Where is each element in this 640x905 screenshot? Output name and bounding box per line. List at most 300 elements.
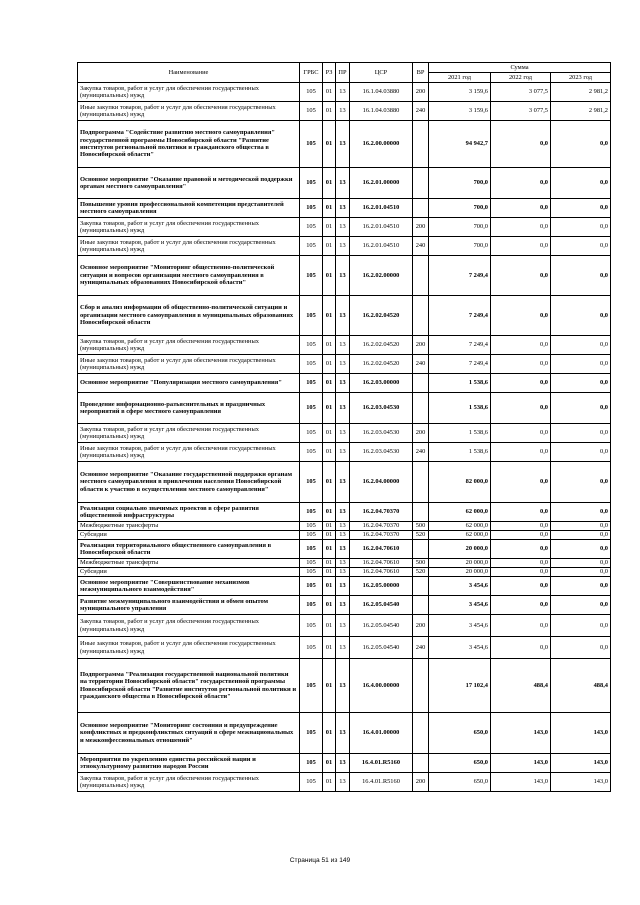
cell-pr: 13	[336, 503, 350, 522]
cell-pr: 13	[336, 102, 350, 121]
cell-grbs: 105	[300, 659, 323, 713]
table-row	[78, 754, 611, 773]
cell-sum-2023: 0,0	[551, 531, 611, 540]
cell-rz: 01	[323, 503, 336, 522]
header-year-2023: 2023 год	[551, 73, 611, 83]
header-csr: ЦСР	[350, 63, 413, 83]
cell-rz: 01	[323, 559, 336, 568]
cell-grbs: 105	[300, 754, 323, 773]
cell-grbs: 105	[300, 218, 323, 237]
cell-vr: 200	[413, 336, 429, 355]
cell-csr: 16.2.05.04540	[350, 615, 413, 637]
cell-name: Закупка товаров, работ и услуг для обеспечения государственных (муниципальных) нужд	[78, 336, 300, 355]
cell-sum-2022: 0,0	[491, 168, 551, 199]
table-header	[78, 63, 611, 83]
table-row	[78, 559, 611, 568]
cell-csr: 16.2.05.00000	[350, 577, 413, 596]
cell-sum-2023: 0,0	[551, 199, 611, 218]
cell-grbs: 105	[300, 168, 323, 199]
cell-sum-2021: 62 000,0	[429, 531, 491, 540]
cell-pr: 13	[336, 199, 350, 218]
cell-pr: 13	[336, 531, 350, 540]
cell-pr: 13	[336, 168, 350, 199]
cell-sum-2022: 0,0	[491, 199, 551, 218]
cell-grbs: 105	[300, 374, 323, 393]
cell-vr	[413, 577, 429, 596]
table-row	[78, 773, 611, 792]
table-row	[78, 596, 611, 615]
cell-csr: 16.2.01.04510	[350, 218, 413, 237]
cell-sum-2021: 20 000,0	[429, 568, 491, 577]
cell-rz: 01	[323, 121, 336, 168]
header-year-2021: 2021 год	[429, 73, 491, 83]
cell-sum-2023: 0,0	[551, 121, 611, 168]
table-row	[78, 199, 611, 218]
cell-sum-2021: 650,0	[429, 754, 491, 773]
cell-vr	[413, 659, 429, 713]
cell-sum-2022: 0,0	[491, 393, 551, 424]
cell-sum-2021: 3 454,6	[429, 615, 491, 637]
table-row	[78, 540, 611, 559]
cell-name: Иные закупки товаров, работ и услуг для обеспечения государственных (муниципальных) нужд	[78, 443, 300, 462]
cell-grbs: 105	[300, 102, 323, 121]
cell-vr	[413, 540, 429, 559]
cell-sum-2023: 2 981,2	[551, 102, 611, 121]
cell-name: Закупка товаров, работ и услуг для обеспечения государственных (муниципальных) нужд	[78, 424, 300, 443]
cell-vr	[413, 596, 429, 615]
cell-sum-2023: 0,0	[551, 218, 611, 237]
cell-grbs: 105	[300, 531, 323, 540]
cell-grbs: 105	[300, 540, 323, 559]
cell-name: Закупка товаров, работ и услуг для обеспечения государственных (муниципальных) нужд	[78, 83, 300, 102]
cell-rz: 01	[323, 773, 336, 792]
cell-rz: 01	[323, 218, 336, 237]
cell-vr	[413, 754, 429, 773]
cell-vr: 240	[413, 355, 429, 374]
cell-grbs: 105	[300, 577, 323, 596]
header-pr: ПР	[336, 63, 350, 83]
cell-grbs: 105	[300, 296, 323, 336]
cell-grbs: 105	[300, 713, 323, 754]
table-row	[78, 531, 611, 540]
cell-sum-2023: 143,0	[551, 754, 611, 773]
cell-name: Подпрограмма "Реализация государственной национальной политики на территории Новосибирской области" государственной программы Новосибирской области "Развитие институтов региональной политики и гражданского общества в Новосибирской области"	[78, 659, 300, 713]
cell-vr: 200	[413, 424, 429, 443]
cell-sum-2022: 0,0	[491, 559, 551, 568]
cell-sum-2021: 650,0	[429, 773, 491, 792]
cell-vr: 500	[413, 559, 429, 568]
cell-sum-2021: 700,0	[429, 218, 491, 237]
cell-rz: 01	[323, 336, 336, 355]
cell-grbs: 105	[300, 121, 323, 168]
cell-name: Субсидии	[78, 531, 300, 540]
cell-sum-2022: 0,0	[491, 577, 551, 596]
cell-sum-2023: 0,0	[551, 540, 611, 559]
table-row	[78, 637, 611, 659]
header-name: Наименование	[78, 63, 300, 83]
cell-csr: 16.2.04.70610	[350, 559, 413, 568]
cell-sum-2021: 1 538,6	[429, 374, 491, 393]
table-row	[78, 168, 611, 199]
cell-sum-2021: 1 538,6	[429, 424, 491, 443]
cell-name: Развитие межмуниципального взаимодействия и обмен опытом муниципального управления	[78, 596, 300, 615]
cell-vr: 200	[413, 615, 429, 637]
cell-name: Субсидии	[78, 568, 300, 577]
cell-sum-2022: 0,0	[491, 355, 551, 374]
cell-name: Иные закупки товаров, работ и услуг для обеспечения государственных (муниципальных) нужд	[78, 355, 300, 374]
cell-rz: 01	[323, 462, 336, 503]
table-row	[78, 577, 611, 596]
table-row	[78, 568, 611, 577]
cell-pr: 13	[336, 637, 350, 659]
cell-csr: 16.2.03.00000	[350, 374, 413, 393]
table-row	[78, 218, 611, 237]
cell-grbs: 105	[300, 355, 323, 374]
header-vr: ВР	[413, 63, 429, 83]
cell-sum-2023: 0,0	[551, 443, 611, 462]
cell-sum-2023: 0,0	[551, 237, 611, 256]
cell-sum-2022: 0,0	[491, 256, 551, 296]
table-row	[78, 462, 611, 503]
cell-csr: 16.2.01.04510	[350, 199, 413, 218]
table-row	[78, 424, 611, 443]
cell-sum-2023: 0,0	[551, 374, 611, 393]
cell-sum-2021: 3 454,6	[429, 596, 491, 615]
table-row	[78, 355, 611, 374]
cell-grbs: 105	[300, 596, 323, 615]
cell-sum-2023: 0,0	[551, 503, 611, 522]
cell-rz: 01	[323, 596, 336, 615]
cell-vr	[413, 168, 429, 199]
cell-csr: 16.2.04.70370	[350, 531, 413, 540]
cell-name: Основное мероприятие "Оказание правовой и методической поддержки органам местного самоуправления"	[78, 168, 300, 199]
cell-csr: 16.2.01.00000	[350, 168, 413, 199]
cell-sum-2021: 20 000,0	[429, 540, 491, 559]
cell-grbs: 105	[300, 237, 323, 256]
cell-sum-2021: 3 159,6	[429, 83, 491, 102]
cell-sum-2021: 650,0	[429, 713, 491, 754]
cell-rz: 01	[323, 659, 336, 713]
table-row	[78, 522, 611, 531]
cell-pr: 13	[336, 374, 350, 393]
cell-csr: 16.2.04.70610	[350, 568, 413, 577]
cell-grbs: 105	[300, 424, 323, 443]
cell-vr: 240	[413, 102, 429, 121]
header-grbs: ГРБС	[300, 63, 323, 83]
table-row	[78, 393, 611, 424]
cell-pr: 13	[336, 773, 350, 792]
cell-csr: 16.1.04.03880	[350, 83, 413, 102]
cell-pr: 13	[336, 424, 350, 443]
cell-vr: 200	[413, 773, 429, 792]
cell-rz: 01	[323, 615, 336, 637]
cell-name: Закупка товаров, работ и услуг для обеспечения государственных (муниципальных) нужд	[78, 773, 300, 792]
header-year-2022: 2022 год	[491, 73, 551, 83]
cell-sum-2023: 0,0	[551, 256, 611, 296]
table-row	[78, 713, 611, 754]
table-body	[78, 83, 611, 792]
cell-rz: 01	[323, 168, 336, 199]
cell-name: Подпрограмма "Содействие развитию местного самоуправления" государственной программы Новосибирской области "Развитие институтов региональной политики и гражданского общества в Новосибирской области"	[78, 121, 300, 168]
cell-name: Закупка товаров, работ и услуг для обеспечения государственных (муниципальных) нужд	[78, 218, 300, 237]
cell-vr: 200	[413, 83, 429, 102]
cell-csr: 16.4.01.00000	[350, 713, 413, 754]
cell-pr: 13	[336, 462, 350, 503]
cell-sum-2023: 143,0	[551, 713, 611, 754]
cell-name: Иные закупки товаров, работ и услуг для обеспечения государственных (муниципальных) нужд	[78, 237, 300, 256]
cell-sum-2023: 0,0	[551, 559, 611, 568]
cell-csr: 16.2.03.04530	[350, 424, 413, 443]
cell-sum-2022: 0,0	[491, 503, 551, 522]
cell-grbs: 105	[300, 522, 323, 531]
cell-sum-2023: 0,0	[551, 355, 611, 374]
cell-sum-2021: 62 000,0	[429, 503, 491, 522]
cell-rz: 01	[323, 393, 336, 424]
cell-rz: 01	[323, 443, 336, 462]
cell-rz: 01	[323, 83, 336, 102]
cell-sum-2021: 700,0	[429, 199, 491, 218]
cell-grbs: 105	[300, 83, 323, 102]
cell-name: Повышение уровня профессиональной компетенции представителей местного самоуправления	[78, 199, 300, 218]
cell-name: Закупка товаров, работ и услуг для обеспечения государственных (муниципальных) нужд	[78, 615, 300, 637]
table-row	[78, 237, 611, 256]
cell-pr: 13	[336, 540, 350, 559]
cell-grbs: 105	[300, 199, 323, 218]
cell-pr: 13	[336, 754, 350, 773]
cell-vr	[413, 374, 429, 393]
cell-rz: 01	[323, 424, 336, 443]
cell-vr: 200	[413, 218, 429, 237]
cell-pr: 13	[336, 355, 350, 374]
cell-sum-2022: 0,0	[491, 637, 551, 659]
cell-name: Основное мероприятие "Оказание государственной поддержки органам местного самоуправления в привлечении населения Новосибирской области к участию в осуществлении местного самоуправления"	[78, 462, 300, 503]
cell-sum-2022: 0,0	[491, 531, 551, 540]
cell-name: Основное мероприятие "Популяризация местного самоуправления"	[78, 374, 300, 393]
cell-csr: 16.2.00.00000	[350, 121, 413, 168]
table-row	[78, 374, 611, 393]
cell-rz: 01	[323, 531, 336, 540]
cell-pr: 13	[336, 522, 350, 531]
cell-sum-2022: 0,0	[491, 237, 551, 256]
table-row	[78, 256, 611, 296]
cell-vr	[413, 503, 429, 522]
cell-pr: 13	[336, 218, 350, 237]
cell-sum-2023: 0,0	[551, 462, 611, 503]
cell-pr: 13	[336, 256, 350, 296]
cell-vr: 240	[413, 237, 429, 256]
table-row	[78, 336, 611, 355]
cell-csr: 16.2.02.04520	[350, 355, 413, 374]
cell-sum-2022: 143,0	[491, 713, 551, 754]
cell-sum-2022: 0,0	[491, 596, 551, 615]
cell-name: Иные закупки товаров, работ и услуг для обеспечения государственных (муниципальных) нужд	[78, 102, 300, 121]
cell-sum-2021: 7 249,4	[429, 296, 491, 336]
budget-table	[77, 62, 611, 792]
header-sum: Сумма	[429, 63, 611, 73]
cell-pr: 13	[336, 393, 350, 424]
cell-sum-2022: 143,0	[491, 773, 551, 792]
cell-sum-2023: 0,0	[551, 424, 611, 443]
cell-sum-2023: 2 981,2	[551, 83, 611, 102]
cell-sum-2022: 0,0	[491, 522, 551, 531]
cell-name: Основное мероприятие "Мониторинг общественно-политической ситуации и вопросов организации местного самоуправления в муниципальных образованиях Новосибирской области"	[78, 256, 300, 296]
cell-sum-2023: 143,0	[551, 773, 611, 792]
cell-vr	[413, 713, 429, 754]
cell-sum-2021: 1 538,6	[429, 393, 491, 424]
cell-grbs: 105	[300, 615, 323, 637]
cell-sum-2023: 488,4	[551, 659, 611, 713]
cell-vr: 240	[413, 443, 429, 462]
cell-csr: 16.2.02.04520	[350, 336, 413, 355]
cell-pr: 13	[336, 568, 350, 577]
cell-sum-2021: 17 102,4	[429, 659, 491, 713]
cell-rz: 01	[323, 754, 336, 773]
cell-grbs: 105	[300, 568, 323, 577]
cell-name: Реализация территориального общественного самоуправления в Новосибирской области	[78, 540, 300, 559]
cell-pr: 13	[336, 237, 350, 256]
cell-name: Реализация социально значимых проектов в сфере развития общественной инфраструктуры	[78, 503, 300, 522]
cell-sum-2022: 3 077,5	[491, 102, 551, 121]
cell-sum-2022: 0,0	[491, 443, 551, 462]
cell-vr	[413, 121, 429, 168]
cell-sum-2023: 0,0	[551, 168, 611, 199]
cell-sum-2023: 0,0	[551, 336, 611, 355]
cell-rz: 01	[323, 637, 336, 659]
cell-rz: 01	[323, 713, 336, 754]
cell-csr: 16.2.03.04530	[350, 393, 413, 424]
cell-sum-2023: 0,0	[551, 615, 611, 637]
table-row	[78, 121, 611, 168]
cell-csr: 16.2.04.70370	[350, 522, 413, 531]
cell-sum-2022: 0,0	[491, 336, 551, 355]
cell-csr: 16.2.05.04540	[350, 596, 413, 615]
cell-sum-2022: 0,0	[491, 121, 551, 168]
cell-rz: 01	[323, 568, 336, 577]
cell-grbs: 105	[300, 773, 323, 792]
cell-pr: 13	[336, 443, 350, 462]
cell-name: Основное мероприятие "Мониторинг состояния и предупреждение конфликтных и предконфликтных ситуаций в сфере межнациональных и межконфессиональных отношений"	[78, 713, 300, 754]
cell-vr	[413, 462, 429, 503]
cell-sum-2021: 94 942,7	[429, 121, 491, 168]
cell-sum-2021: 3 454,6	[429, 577, 491, 596]
cell-sum-2022: 0,0	[491, 218, 551, 237]
cell-pr: 13	[336, 659, 350, 713]
cell-sum-2022: 0,0	[491, 615, 551, 637]
cell-rz: 01	[323, 522, 336, 531]
cell-rz: 01	[323, 540, 336, 559]
cell-sum-2021: 62 000,0	[429, 522, 491, 531]
cell-pr: 13	[336, 559, 350, 568]
cell-csr: 16.2.04.00000	[350, 462, 413, 503]
cell-name: Иные закупки товаров, работ и услуг для обеспечения государственных (муниципальных) нужд	[78, 637, 300, 659]
cell-sum-2023: 0,0	[551, 596, 611, 615]
cell-csr: 16.2.03.04530	[350, 443, 413, 462]
cell-rz: 01	[323, 577, 336, 596]
cell-vr: 520	[413, 531, 429, 540]
cell-sum-2021: 1 538,6	[429, 443, 491, 462]
cell-grbs: 105	[300, 637, 323, 659]
cell-pr: 13	[336, 121, 350, 168]
cell-grbs: 105	[300, 336, 323, 355]
cell-sum-2021: 7 249,4	[429, 256, 491, 296]
header-rz: РЗ	[323, 63, 336, 83]
table-row	[78, 659, 611, 713]
cell-pr: 13	[336, 615, 350, 637]
cell-csr: 16.2.04.70370	[350, 503, 413, 522]
cell-grbs: 105	[300, 443, 323, 462]
cell-rz: 01	[323, 256, 336, 296]
table-row	[78, 102, 611, 121]
cell-rz: 01	[323, 102, 336, 121]
cell-pr: 13	[336, 336, 350, 355]
table-row	[78, 503, 611, 522]
cell-sum-2023: 0,0	[551, 393, 611, 424]
cell-sum-2022: 0,0	[491, 568, 551, 577]
cell-sum-2021: 3 159,6	[429, 102, 491, 121]
table-row	[78, 443, 611, 462]
cell-csr: 16.4.01.R5160	[350, 754, 413, 773]
cell-vr: 240	[413, 637, 429, 659]
cell-vr	[413, 256, 429, 296]
cell-rz: 01	[323, 355, 336, 374]
cell-sum-2023: 0,0	[551, 522, 611, 531]
cell-vr	[413, 393, 429, 424]
cell-sum-2023: 0,0	[551, 568, 611, 577]
table-row	[78, 83, 611, 102]
cell-name: Межбюджетные трансферты	[78, 559, 300, 568]
cell-name: Межбюджетные трансферты	[78, 522, 300, 531]
cell-sum-2021: 700,0	[429, 168, 491, 199]
cell-vr	[413, 199, 429, 218]
cell-csr: 16.2.05.04540	[350, 637, 413, 659]
cell-csr: 16.2.01.04510	[350, 237, 413, 256]
cell-sum-2022: 0,0	[491, 462, 551, 503]
cell-rz: 01	[323, 374, 336, 393]
cell-sum-2023: 0,0	[551, 577, 611, 596]
cell-sum-2021: 82 000,0	[429, 462, 491, 503]
cell-name: Мероприятия по укреплению единства российской нации и этнокультурному развитию народов России	[78, 754, 300, 773]
cell-sum-2022: 488,4	[491, 659, 551, 713]
cell-pr: 13	[336, 596, 350, 615]
cell-pr: 13	[336, 713, 350, 754]
cell-name: Сбор и анализ информации об общественно-политической ситуации и организации местного самоуправления в муниципальных образованиях Новосибирской области	[78, 296, 300, 336]
cell-pr: 13	[336, 296, 350, 336]
cell-sum-2022: 3 077,5	[491, 83, 551, 102]
cell-sum-2023: 0,0	[551, 296, 611, 336]
cell-csr: 16.2.02.00000	[350, 256, 413, 296]
cell-sum-2022: 143,0	[491, 754, 551, 773]
table-row	[78, 615, 611, 637]
cell-sum-2021: 3 454,6	[429, 637, 491, 659]
cell-csr: 16.2.04.70610	[350, 540, 413, 559]
cell-grbs: 105	[300, 256, 323, 296]
cell-name: Проведение информационно-разъяснительных и праздничных мероприятий в сфере местного самоуправления	[78, 393, 300, 424]
cell-sum-2021: 700,0	[429, 237, 491, 256]
cell-grbs: 105	[300, 559, 323, 568]
cell-grbs: 105	[300, 503, 323, 522]
cell-csr: 16.1.04.03880	[350, 102, 413, 121]
cell-sum-2022: 0,0	[491, 540, 551, 559]
cell-vr: 520	[413, 568, 429, 577]
cell-sum-2022: 0,0	[491, 374, 551, 393]
cell-pr: 13	[336, 83, 350, 102]
cell-csr: 16.4.00.00000	[350, 659, 413, 713]
cell-sum-2023: 0,0	[551, 637, 611, 659]
cell-sum-2022: 0,0	[491, 424, 551, 443]
cell-rz: 01	[323, 237, 336, 256]
cell-sum-2021: 20 000,0	[429, 559, 491, 568]
cell-sum-2022: 0,0	[491, 296, 551, 336]
